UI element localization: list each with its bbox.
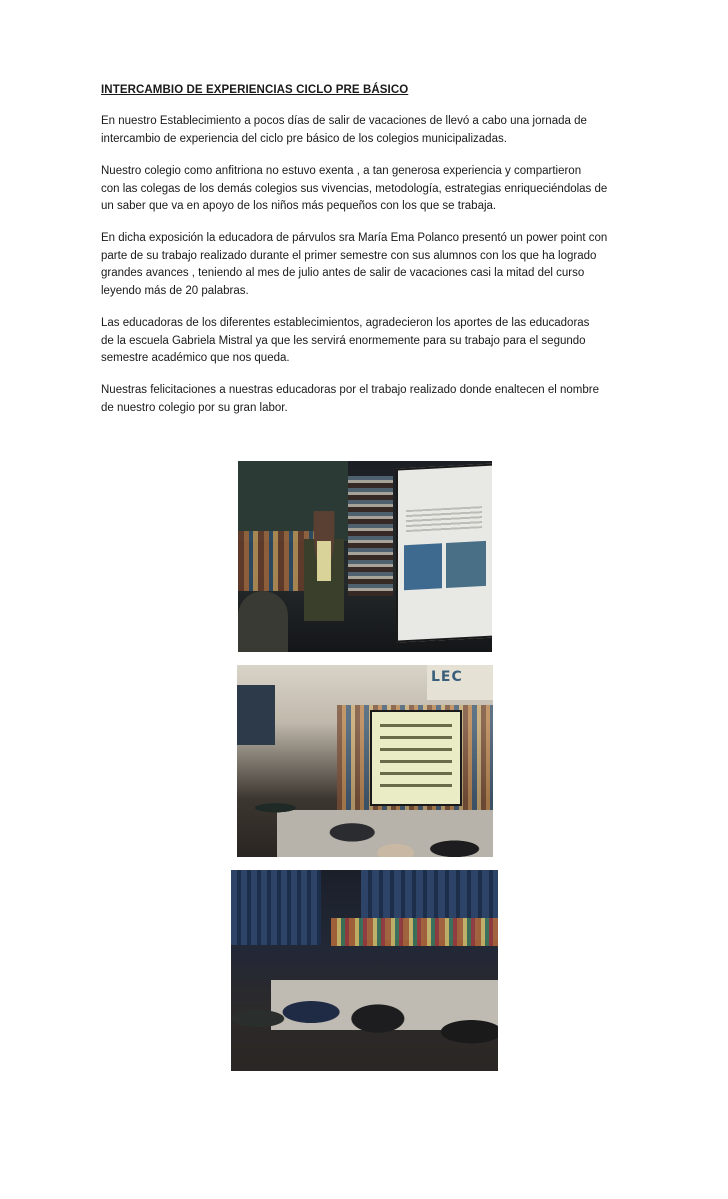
text-line: leyendo más de 20 palabras. (101, 284, 249, 297)
photo-tables (231, 870, 498, 1071)
wall-sign (427, 665, 493, 700)
paragraph-1 (101, 113, 641, 148)
paragraph-5 (101, 382, 641, 417)
text-line: En dicha exposición la educadora de párvulos sra María Ema Polanco presentó un power point con (101, 232, 608, 244)
slide-text-line (380, 748, 452, 751)
text-line: En nuestro Establecimiento a pocos días de salir de vacaciones de llevó a cabo una jornada de (101, 115, 587, 127)
photo-presentation (238, 461, 492, 652)
presenter-shirt (317, 541, 331, 581)
text-line: semestre académico que nos queda. (101, 352, 290, 364)
bookshelf (348, 476, 393, 596)
text-line: un saber que va en apoyo de los niños más pequeños con los que se trabaja. (101, 200, 497, 212)
window (237, 685, 275, 745)
audience-head (238, 591, 288, 652)
audience-group (237, 775, 493, 857)
text-line: de la escuela Gabriela Mistral ya que les servirá enormemente para su trabajo para el segundo (101, 334, 586, 347)
text-line: Nuestro colegio como anfitriona no estuvo exenta , a tan generosa experiencia y compartieron (101, 165, 582, 177)
text-line: grandes avances , teniendo al mes de julio antes de salir de vacaciones casi la mitad del curso (101, 267, 585, 279)
presenter-figure (304, 511, 344, 621)
slide-text-line (380, 724, 452, 727)
text-line: Nuestras felicitaciones a nuestras educadoras por el trabajo realizado donde enaltecen el nombre (101, 384, 599, 396)
paragraph-2 (101, 163, 641, 216)
paragraph-4 (101, 315, 641, 368)
wall-sign-text: LEC (431, 669, 463, 685)
photo-audience (237, 665, 493, 857)
slide-text-line (380, 760, 452, 763)
text-line: Las educadoras de los diferentes establecimientos, agradecieron los aportes de las educadoras (101, 317, 590, 329)
text-line: intercambio de experiencia del ciclo pre básico de los colegios municipalizadas. (101, 132, 507, 145)
document-title: INTERCAMBIO DE EXPERIENCIAS CICLO PRE BÁSICO (101, 84, 409, 96)
text-line: parte de su trabajo realizado durante el primer semestre con sus alumnos con los que ha logrado (101, 249, 597, 262)
paragraph-3 (101, 230, 641, 300)
slide-image (446, 541, 486, 588)
slide-text-line (380, 736, 452, 739)
curtain (231, 870, 321, 945)
projection-screen (396, 463, 492, 642)
seated-group (231, 940, 498, 1071)
text-line: de nuestro colegio por su gran labor. (101, 401, 288, 414)
slide-text-block (406, 506, 482, 532)
slide-image (404, 543, 442, 590)
text-line: con las colegas de los demás colegios sus vivencias, metodología, estrategias enriqueciéndolas de (101, 182, 608, 195)
